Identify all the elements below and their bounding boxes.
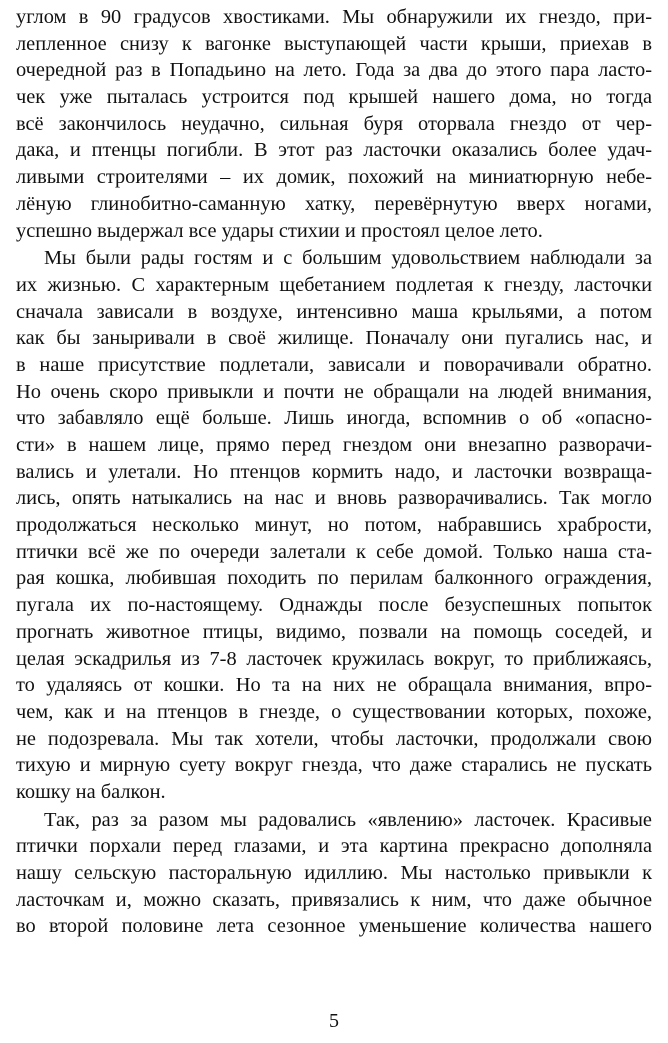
text-line: всё закончилось неудачно, сильная буря оторвала гнездо от чер-	[16, 112, 652, 135]
text-line: очередной раз в Попадьино на лето. Года за два до этого пара ласто-	[16, 59, 652, 82]
text-line: птички порхали перед глазами, и эта картина прекрасно дополняла	[16, 835, 652, 858]
text-line: успешно выдержал все удары стихии и простоял целое лето.	[16, 219, 543, 242]
page-number: 5	[329, 1010, 339, 1032]
text-line: Так, раз за разом мы радовались «явлению» ласточек. Красивые	[44, 808, 652, 831]
text-line: в наше присутствие подлетали, зависали и поворачивали обратно.	[16, 353, 652, 376]
text-line: то удаляясь от кошки. Но та на них не обращала внимания, впро-	[16, 674, 652, 697]
text-line: целая эскадрилья из 7-8 ласточек кружилась вокруг, то приближаясь,	[16, 647, 652, 670]
text-line: дака, и птенцы погибли. В этот раз ласточки оказались более удач-	[16, 139, 652, 162]
paragraph	[16, 807, 652, 940]
text-line: сначала зависали в воздухе, интенсивно маша крыльями, а потом	[16, 300, 652, 323]
text-line: кошку на балкон.	[16, 780, 166, 803]
paragraph	[16, 4, 652, 244]
text-line: лёную глинобитно-саманную хатку, перевёрнутую вверх ногами,	[16, 192, 652, 215]
text-line: нашу сельскую пасторальную идиллию. Мы настолько привыкли к	[16, 862, 652, 884]
text-line: углом в 90 градусов хвостиками. Мы обнаружили их гнездо, при-	[16, 6, 652, 28]
text-line: во второй половине лета сезонное уменьшение количества нашего	[16, 915, 652, 938]
text-line: пугала их по-настоящему. Однажды после безуспешных попыток	[16, 594, 652, 617]
text-line: их жизнью. С характерным щебетанием подлетая к гнезду, ласточки	[16, 273, 652, 296]
text-line: птички всё же по очереди залетали к себе домой. Только наша ста-	[16, 540, 652, 563]
book-page-body	[16, 4, 652, 940]
text-line: не подозревала. Мы так хотели, чтобы ласточки, продолжали свою	[16, 727, 652, 750]
text-line: чек уже пыталась устроится под крышей нашего дома, но тогда	[16, 86, 652, 109]
text-line: лись, опять натыкались на нас и вновь разворачивались. Так могло	[16, 487, 652, 510]
text-line: лепленное снизу к вагонке выступающей части крыши, приехав в	[16, 32, 652, 55]
text-line: Но очень скоро привыкли и почти не обращали на людей внимания,	[16, 380, 652, 403]
text-line: что забавляло ещё больше. Лишь иногда, вспомнив о об «опасно-	[16, 407, 652, 430]
text-line: чем, как и на птенцов в гнезде, о существовании которых, похоже,	[16, 700, 652, 723]
text-line: тихую и мирную суету вокруг гнезда, что даже старались не пускать	[16, 754, 652, 777]
text-line: Мы были рады гостям и с большим удовольствием наблюдали за	[44, 247, 652, 270]
text-line: прогнать животное птицы, видимо, позвали на помощь соседей, и	[16, 620, 652, 643]
text-line: сти» в нашем лице, прямо перед гнездом они внезапно разворачи-	[16, 434, 652, 456]
text-line: как бы заныривали в своё жилище. Поначалу они пугались нас, и	[16, 327, 652, 350]
text-line: рая кошка, любившая походить по перилам балконного ограждения,	[16, 567, 652, 590]
text-line: ливыми строителями – их домик, похожий на миниатюрную небе-	[16, 166, 652, 189]
text-line: вались и улетали. Но птенцов кормить надо, и ласточки возвраща-	[16, 460, 652, 483]
text-line: продолжаться несколько минут, но потом, набравшись храбрости,	[16, 514, 652, 537]
text-line: ласточкам и, можно сказать, привязались к ним, что даже обычное	[16, 888, 652, 911]
paragraph	[16, 245, 652, 805]
